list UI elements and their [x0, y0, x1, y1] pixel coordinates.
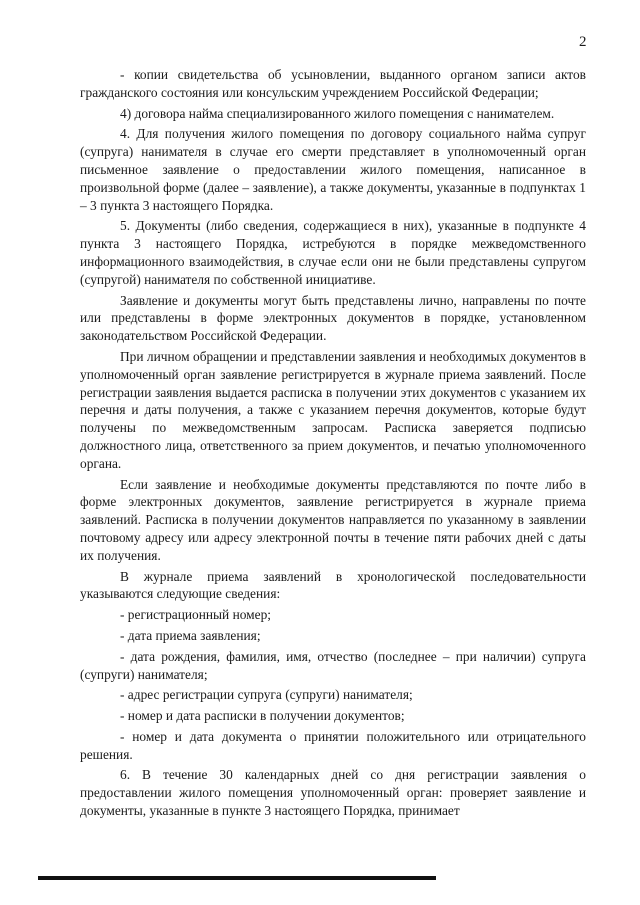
document-body — [80, 66, 586, 823]
page-number: 2 — [579, 34, 587, 50]
paragraph-adoption-certificate: - копии свидетельства об усыновлении, выданного органом записи актов гражданского состояния или консульским учреждением Российской Федерации; — [80, 67, 586, 100]
paragraph-postal-submission: Если заявление и необходимые документы представляются по почте либо в форме электронных документов, заявление регистрируется в журнале приема заявлений. Расписка в получении документов направляется по указанному в заявлении почтовому адресу или адресу электронной почты в течение пяти рабочих дней с даты их получения. — [80, 476, 586, 563]
paragraph-clause-6: 6. В течение 30 календарных дней со дня регистрации заявления о предоставлении жилого помещения уполномоченный орган: проверяет заявление и документы, указанные в пункте 3 настоящего Порядка, принимает — [80, 767, 586, 819]
paragraph-personal-submission: При личном обращении и представлении заявления и необходимых документов в уполномоченный орган заявление регистрируется в журнале приема заявлений. После регистрации заявления выдается расписка в получении этих документов с указанием их перечня и даты получения, а также с указанием перечня документов, которые будут получены по межведомственным запросам. Расписка заверяется подписью должностного лица, ответственного за прием документов, и печатью уполномоченного органа. — [80, 348, 586, 471]
list-item-decision-document: - номер и дата документа о принятии положительного или отрицательного решения. — [80, 728, 586, 762]
list-item-receipt-date: - дата приема заявления; — [120, 627, 261, 643]
paragraph-clause-5: 5. Документы (либо сведения, содержащиеся в них), указанные в подпункте 4 пункта 3 настоящего Порядка, истребуются в порядке межведомственного информационного взаимодействия, в случае если они не были представлены супругом (супругой) нанимателя по собственной инициативе. — [80, 218, 586, 287]
paragraph-clause-4: 4. Для получения жилого помещения по договору социального найма супруг (супруга) нанимателя в случае его смерти представляет в уполномоченный орган письменное заявление о предоставлении жилого помещения, написанное в произвольной форме (далее – заявление), а также документы, указанные в подпунктах 1 – 3 пункта 3 настоящего Порядка. — [80, 126, 586, 213]
paragraph-housing-contract: 4) договора найма специализированного жилого помещения с нанимателем. — [120, 105, 555, 121]
list-item-birth-date-name: - дата рождения, фамилия, имя, отчество (последнее – при наличии) супруга (супруги) нанимателя; — [80, 648, 586, 682]
scan-edge-line — [38, 876, 436, 880]
list-item-registration-address: - адрес регистрации супруга (супруги) нанимателя; — [120, 687, 413, 703]
paragraph-journal-intro: В журнале приема заявлений в хронологической последовательности указываются следующие сведения: — [80, 568, 586, 602]
list-item-registration-number: - регистрационный номер; — [120, 607, 272, 623]
list-item-receipt-number: - номер и дата расписки в получении документов; — [120, 708, 405, 724]
paragraph-submission-methods: Заявление и документы могут быть представлены лично, направлены по почте или представлены в форме электронных документов в порядке, установленном законодательством Российской Федерации. — [80, 292, 586, 344]
